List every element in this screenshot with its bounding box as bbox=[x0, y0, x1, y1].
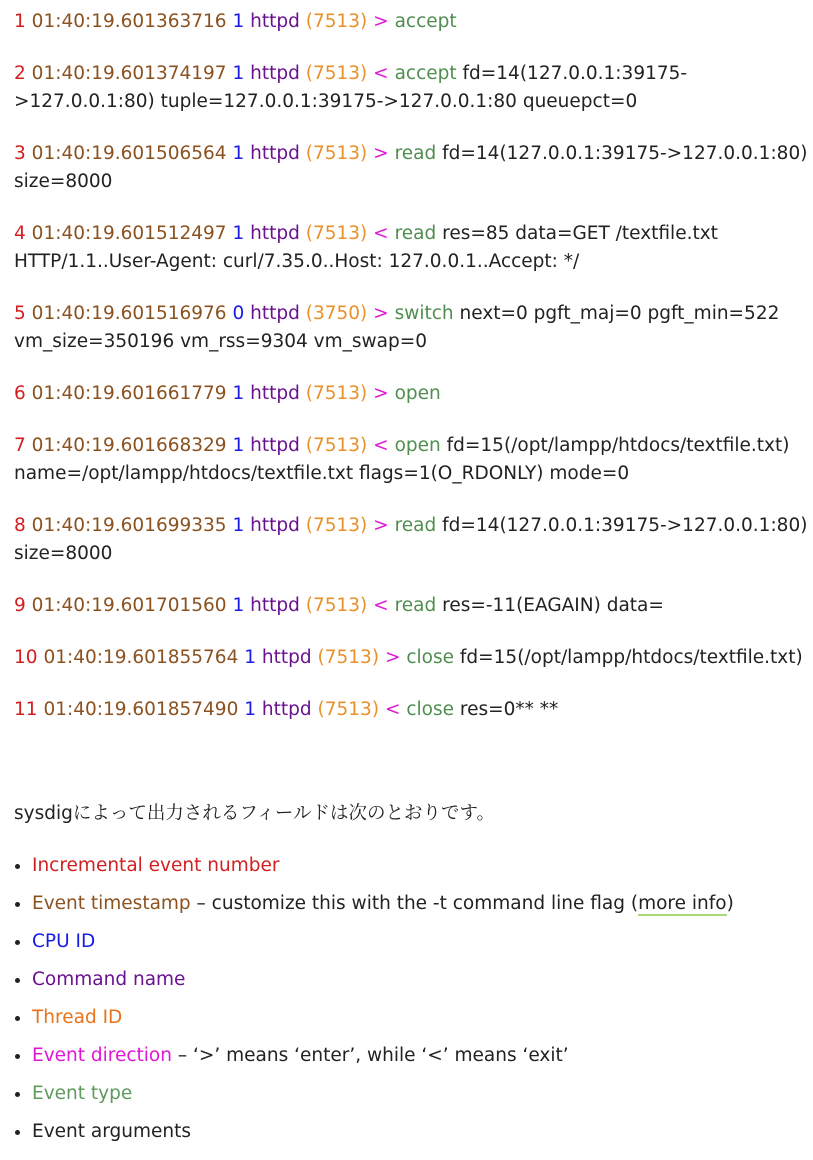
thread-id: (7513) bbox=[305, 223, 368, 244]
event-timestamp: 01:40:19.601668329 bbox=[31, 435, 227, 456]
command-name: httpd bbox=[250, 63, 300, 84]
event-line bbox=[14, 140, 809, 196]
field-event-type: Event type bbox=[32, 1083, 133, 1104]
event-arguments: fd=15(/opt/lampp/htdocs/textfile.txt) name=/opt/lampp/htdocs/textfile.txt flags=1(O_RDONLY) mode=0 bbox=[14, 435, 790, 484]
event-direction: < bbox=[384, 699, 401, 720]
list-item bbox=[14, 1118, 734, 1156]
event-type: open bbox=[394, 435, 441, 456]
bullet-icon bbox=[15, 1092, 20, 1097]
event-arguments: fd=15(/opt/lampp/htdocs/textfile.txt) bbox=[459, 647, 803, 668]
command-name: httpd bbox=[250, 303, 300, 324]
event-arguments: next=0 pgft_maj=0 pgft_min=522 vm_size=350196 vm_rss=9304 vm_swap=0 bbox=[14, 303, 780, 352]
cpu-id: 1 bbox=[232, 11, 245, 32]
cpu-id: 1 bbox=[244, 647, 257, 668]
thread-id: (7513) bbox=[317, 699, 380, 720]
event-line bbox=[14, 220, 809, 276]
cpu-id: 1 bbox=[232, 223, 245, 244]
event-timestamp: 01:40:19.601857490 bbox=[43, 699, 239, 720]
thread-id: (7513) bbox=[317, 647, 380, 668]
event-line bbox=[14, 592, 809, 620]
command-name: httpd bbox=[250, 515, 300, 536]
bullet-icon bbox=[15, 902, 20, 907]
command-name: httpd bbox=[250, 143, 300, 164]
bullet-icon bbox=[15, 978, 20, 983]
cpu-id: 0 bbox=[232, 303, 245, 324]
field-cpu-id: CPU ID bbox=[32, 931, 96, 952]
event-timestamp: 01:40:19.601516976 bbox=[31, 303, 227, 324]
field-event-arguments: Event arguments bbox=[32, 1121, 191, 1142]
event-type: close bbox=[406, 699, 454, 720]
command-name: httpd bbox=[250, 223, 300, 244]
bullet-icon bbox=[15, 1016, 20, 1021]
event-line bbox=[14, 512, 809, 568]
thread-id: (7513) bbox=[305, 143, 368, 164]
thread-id: (7513) bbox=[305, 435, 368, 456]
event-number: 1 bbox=[14, 11, 26, 32]
event-direction: < bbox=[373, 435, 389, 456]
event-line bbox=[14, 644, 809, 672]
list-item bbox=[14, 966, 734, 1004]
event-number: 4 bbox=[14, 223, 26, 244]
list-item bbox=[14, 1080, 734, 1118]
command-name: httpd bbox=[261, 699, 312, 720]
cpu-id: 1 bbox=[244, 699, 257, 720]
event-timestamp: 01:40:19.601661779 bbox=[31, 383, 227, 404]
event-direction: > bbox=[373, 303, 389, 324]
event-line bbox=[14, 696, 809, 724]
event-type: read bbox=[394, 515, 437, 536]
event-direction: < bbox=[373, 63, 389, 84]
event-line bbox=[14, 432, 809, 488]
event-direction: < bbox=[373, 595, 389, 616]
event-type: open bbox=[394, 383, 441, 404]
event-direction: > bbox=[384, 647, 401, 668]
thread-id: (7513) bbox=[305, 595, 368, 616]
field-event-timestamp: Event timestamp bbox=[32, 893, 191, 914]
event-number: 8 bbox=[14, 515, 26, 536]
field-event-direction: Event direction bbox=[32, 1045, 172, 1066]
cpu-id: 1 bbox=[232, 515, 245, 536]
thread-id: (3750) bbox=[305, 303, 368, 324]
event-number: 7 bbox=[14, 435, 26, 456]
cpu-id: 1 bbox=[232, 595, 245, 616]
event-number: 10 bbox=[14, 647, 38, 668]
command-name: httpd bbox=[250, 435, 300, 456]
field-direction-description: – ‘>’ means ‘enter’, while ‘<’ means ‘exit’ bbox=[171, 1045, 569, 1066]
event-timestamp: 01:40:19.601374197 bbox=[31, 63, 227, 84]
event-number: 3 bbox=[14, 143, 26, 164]
event-timestamp: 01:40:19.601855764 bbox=[43, 647, 239, 668]
event-number: 6 bbox=[14, 383, 26, 404]
event-type: switch bbox=[394, 303, 454, 324]
event-arguments: fd=14(127.0.0.1:39175->127.0.0.1:80) size=8000 bbox=[14, 515, 808, 564]
list-item bbox=[14, 1004, 734, 1042]
event-timestamp: 01:40:19.601512497 bbox=[31, 223, 227, 244]
event-timestamp: 01:40:19.601701560 bbox=[31, 595, 227, 616]
event-type: read bbox=[394, 143, 437, 164]
event-type: accept bbox=[394, 63, 457, 84]
event-line bbox=[14, 380, 809, 408]
field-command-name: Command name bbox=[32, 969, 186, 990]
sysdig-output bbox=[14, 8, 809, 748]
more-info-link[interactable]: more info bbox=[638, 893, 727, 914]
thread-id: (7513) bbox=[305, 383, 368, 404]
field-event-number: Incremental event number bbox=[32, 855, 280, 876]
command-name: httpd bbox=[250, 11, 300, 32]
event-line bbox=[14, 60, 809, 116]
event-type: accept bbox=[394, 11, 457, 32]
field-legend-list bbox=[14, 852, 734, 1156]
event-number: 5 bbox=[14, 303, 26, 324]
bullet-icon bbox=[15, 1130, 20, 1135]
cpu-id: 1 bbox=[232, 383, 245, 404]
event-direction: > bbox=[373, 143, 389, 164]
bullet-icon bbox=[15, 940, 20, 945]
thread-id: (7513) bbox=[305, 63, 368, 84]
event-timestamp: 01:40:19.601699335 bbox=[31, 515, 227, 536]
fields-intro: sysdigによって出力されるフィールドは次のとおりです。 bbox=[14, 803, 496, 824]
event-arguments: fd=14(127.0.0.1:39175->127.0.0.1:80) size=8000 bbox=[14, 143, 808, 192]
command-name: httpd bbox=[250, 383, 300, 404]
command-name: httpd bbox=[250, 595, 300, 616]
bullet-icon bbox=[15, 864, 20, 869]
list-item bbox=[14, 852, 734, 890]
event-direction: > bbox=[373, 11, 389, 32]
list-item bbox=[14, 1042, 734, 1080]
event-number: 9 bbox=[14, 595, 26, 616]
event-arguments: res=-11(EAGAIN) data= bbox=[442, 595, 664, 616]
event-type: read bbox=[394, 223, 437, 244]
event-timestamp: 01:40:19.601506564 bbox=[31, 143, 227, 164]
event-timestamp: 01:40:19.601363716 bbox=[31, 11, 227, 32]
thread-id: (7513) bbox=[305, 515, 368, 536]
command-name: httpd bbox=[261, 647, 312, 668]
field-timestamp-description: – customize this with the -t command line flag ( bbox=[190, 893, 639, 914]
bullet-icon bbox=[15, 1054, 20, 1059]
event-direction: > bbox=[373, 515, 389, 536]
list-item bbox=[14, 890, 734, 928]
event-line bbox=[14, 300, 809, 356]
thread-id: (7513) bbox=[305, 11, 368, 32]
event-line bbox=[14, 8, 809, 36]
event-arguments: res=85 data=GET /textfile.txt HTTP/1.1..User-Agent: curl/7.35.0..Host: 127.0.0.1..Accept: */ bbox=[14, 223, 718, 272]
event-direction: > bbox=[373, 383, 389, 404]
cpu-id: 1 bbox=[232, 63, 245, 84]
event-type: close bbox=[406, 647, 454, 668]
event-number: 2 bbox=[14, 63, 26, 84]
event-direction: < bbox=[373, 223, 389, 244]
event-number: 11 bbox=[14, 699, 38, 720]
cpu-id: 1 bbox=[232, 143, 245, 164]
event-arguments: res=0** ** bbox=[459, 699, 559, 720]
cpu-id: 1 bbox=[232, 435, 245, 456]
event-arguments: fd=14(127.0.0.1:39175->127.0.0.1:80) tuple=127.0.0.1:39175->127.0.0.1:80 queuepct=0 bbox=[14, 63, 688, 112]
field-thread-id: Thread ID bbox=[32, 1007, 123, 1028]
list-item bbox=[14, 928, 734, 966]
field-timestamp-description-end: ) bbox=[726, 893, 734, 914]
event-type: read bbox=[394, 595, 437, 616]
